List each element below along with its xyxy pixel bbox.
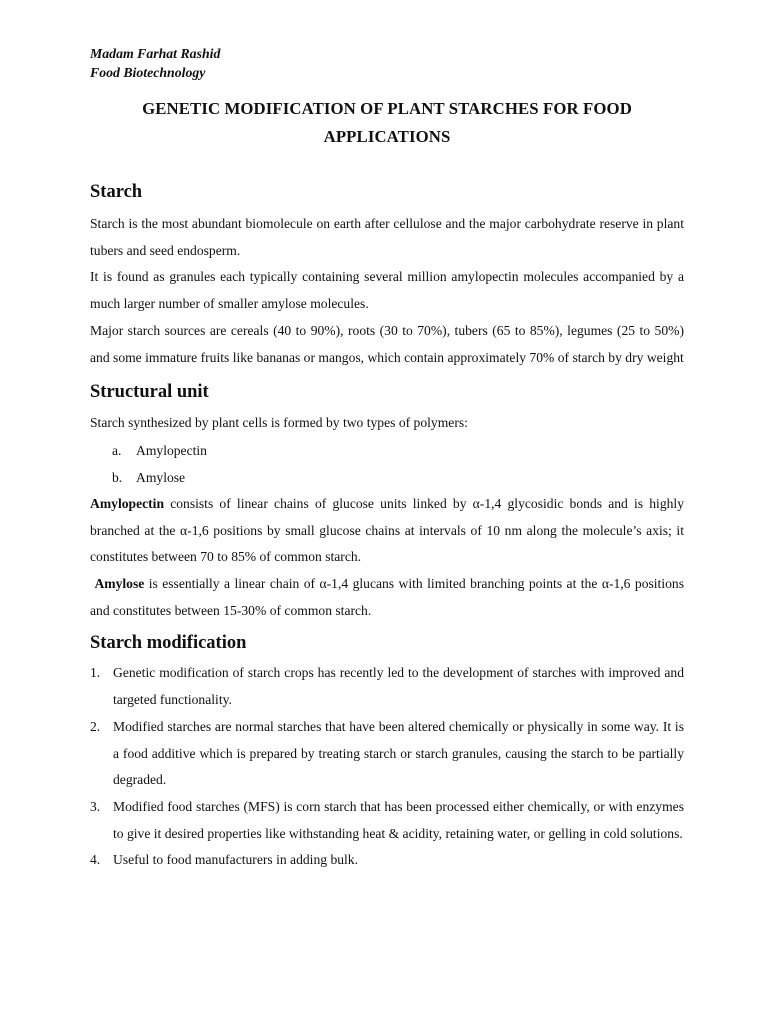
list-item <box>112 464 684 491</box>
document-title <box>90 95 684 151</box>
amylopectin-paragraph <box>90 491 684 571</box>
list-marker: b. <box>112 469 123 485</box>
list-item <box>90 660 684 713</box>
list-marker: 2. <box>90 718 101 734</box>
list-marker: a. <box>112 442 122 458</box>
section-heading-starch: Starch <box>90 182 143 202</box>
modification-list <box>90 660 684 874</box>
title-line-1: GENETIC MODIFICATION OF PLANT STARCHES FOR FOOD <box>142 99 632 118</box>
structural-intro: Starch synthesized by plant cells is formed by two types of polymers: <box>90 415 468 431</box>
list-item-text: Modified food starches (MFS) is corn starch that has been processed either chemically, or with enzymes to give it desired properties like withstanding heat & acidity, retaining water, or gelling in cold solutions. <box>113 798 684 841</box>
amylopectin-term: Amylopectin <box>90 495 165 511</box>
section-heading-starch-modification: Starch modification <box>90 633 247 654</box>
list-item <box>112 437 684 464</box>
title-line-2: APPLICATIONS <box>323 127 451 146</box>
polymer-list <box>90 437 684 491</box>
list-marker: 3. <box>90 798 101 814</box>
course-name: Food Biotechnology <box>90 65 206 80</box>
list-item-text: Modified starches are normal starches that have been altered chemically or physically in some way. It is a food additive which is prepared by treating starch or starch granules, causing the starch to be partially degraded. <box>113 718 684 788</box>
list-item-text: Useful to food manufacturers in adding bulk. <box>113 852 359 868</box>
amylopectin-description: consists of linear chains of glucose units linked by α-1,4 glycosidic bonds and is highly branched at the α-1,6 positions by small glucose chains at intervals of 10 nm along the molecule’s axis; it constitutes between 70 to 85% of common starch. <box>90 495 684 565</box>
starch-paragraph-2: It is found as granules each typically containing several million amylopectin molecules accompanied by a much larger number of smaller amylose molecules. <box>90 269 684 312</box>
amylose-term: Amylose <box>94 576 145 592</box>
list-marker: 1. <box>90 665 101 681</box>
author-name: Madam Farhat Rashid <box>90 46 221 61</box>
amylose-paragraph <box>90 571 684 624</box>
list-item <box>90 794 684 847</box>
list-item-text: Amylopectin <box>136 442 207 458</box>
amylose-description: is essentially a linear chain of α-1,4 glucans with limited branching points at the α-1,6 positions and constitutes between 15-30% of common starch. <box>90 576 684 618</box>
list-item-text: Genetic modification of starch crops has recently led to the development of starches with improved and targeted functionality. <box>113 665 684 708</box>
starch-paragraph-3: Major starch sources are cereals (40 to 90%), roots (30 to 70%), tubers (65 to 85%), legumes (25 to 50%) and some immature fruits like bananas or mangos, which contain approximately 70% of starch by dry weight <box>90 322 684 365</box>
list-item <box>90 847 684 874</box>
starch-paragraph-1: Starch is the most abundant biomolecule on earth after cellulose and the major carbohydrate reserve in plant tubers and seed endosperm. <box>90 216 684 258</box>
section-heading-structural-unit: Structural unit <box>90 382 209 403</box>
list-marker: 4. <box>90 852 101 868</box>
list-item <box>90 714 684 794</box>
list-item-text: Amylose <box>136 469 186 485</box>
